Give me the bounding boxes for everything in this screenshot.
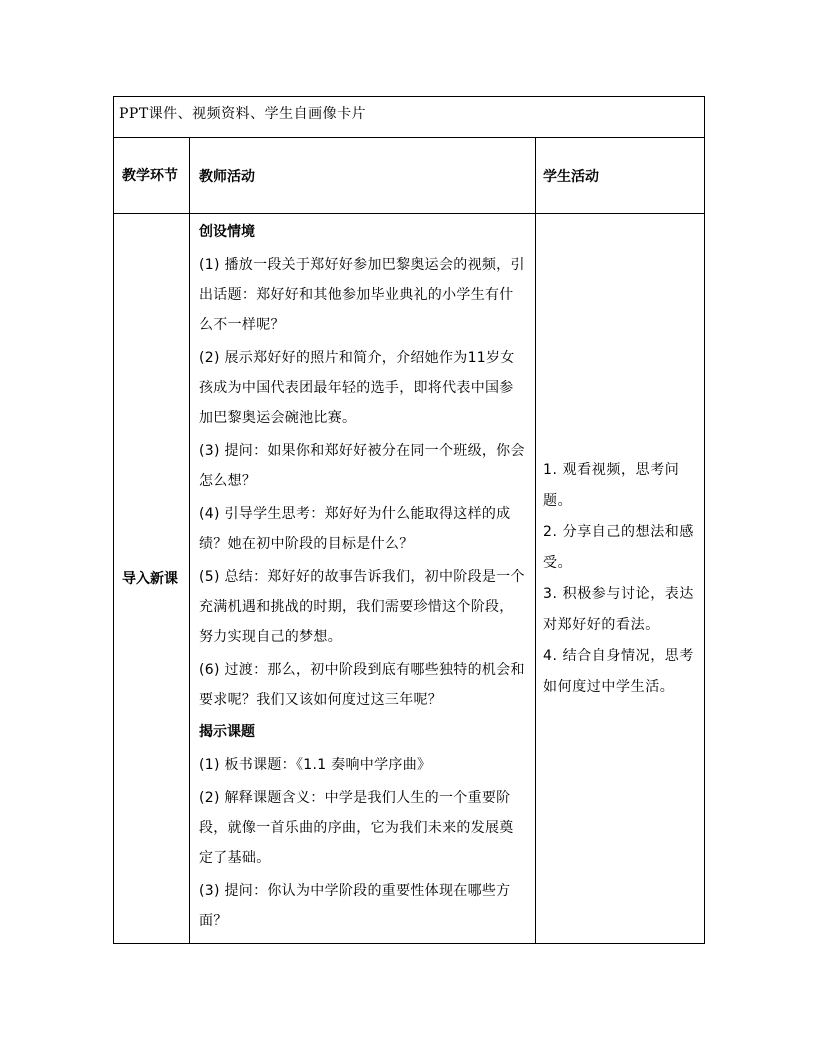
student-item: 2. 分享自己的想法和感受。 bbox=[543, 523, 695, 571]
teacher-item: (5) 总结：郑好好的故事告诉我们，初中阶段是一个充满机遇和挑战的时期，我们需要珍惜这个阶段，努力实现自己的梦想。 bbox=[199, 569, 525, 645]
header-student-activity: 学生活动 bbox=[536, 138, 705, 214]
resources-row bbox=[114, 97, 705, 138]
section-heading: 揭示课题 bbox=[199, 724, 255, 740]
section-heading: 创设情境 bbox=[199, 224, 255, 240]
lesson-plan-table bbox=[113, 96, 705, 944]
teacher-item: (6) 过渡：那么，初中阶段到底有哪些独特的机会和要求呢？我们又该如何度过这三年呢？ bbox=[199, 662, 525, 708]
teacher-item: (2) 展示郑好好的照片和简介，介绍她作为11岁女孩成为中国代表团最年轻的选手，即将代表中国参加巴黎奥运会碗池比赛。 bbox=[199, 350, 515, 426]
teacher-activity-cell bbox=[190, 214, 536, 944]
stage-label: 导入新课 bbox=[114, 214, 190, 944]
student-activity-cell bbox=[536, 214, 705, 944]
student-item: 4. 结合自身情况，思考如何度过中学生活。 bbox=[543, 647, 695, 695]
header-stage: 教学环节 bbox=[114, 138, 190, 214]
header-row bbox=[114, 138, 705, 214]
student-item: 3. 积极参与讨论，表达对郑好好的看法。 bbox=[543, 585, 695, 633]
teacher-item: (1) 板书课题：《1.1 奏响中学序曲》 bbox=[199, 757, 432, 773]
header-teacher-activity: 教师活动 bbox=[190, 138, 536, 214]
teacher-item: (2) 解释课题含义：中学是我们人生的一个重要阶段，就像一首乐曲的序曲，它为我们未来的发展奠定了基础。 bbox=[199, 790, 514, 866]
teacher-item: (3) 提问：如果你和郑好好被分在同一个班级，你会怎么想？ bbox=[199, 443, 525, 489]
intro-row bbox=[114, 214, 705, 944]
teacher-item: (1) 播放一段关于郑好好参加巴黎奥运会的视频，引出话题：郑好好和其他参加毕业典礼的小学生有什么不一样呢？ bbox=[199, 257, 525, 333]
resources-cell: PPT课件、视频资料、学生自画像卡片 bbox=[114, 97, 705, 138]
teacher-item: (3) 提问：你认为中学阶段的重要性体现在哪些方面？ bbox=[199, 883, 511, 929]
student-item: 1. 观看视频，思考问题。 bbox=[543, 461, 680, 509]
teacher-item: (4) 引导学生思考：郑好好为什么能取得这样的成绩？她在初中阶段的目标是什么？ bbox=[199, 506, 511, 552]
